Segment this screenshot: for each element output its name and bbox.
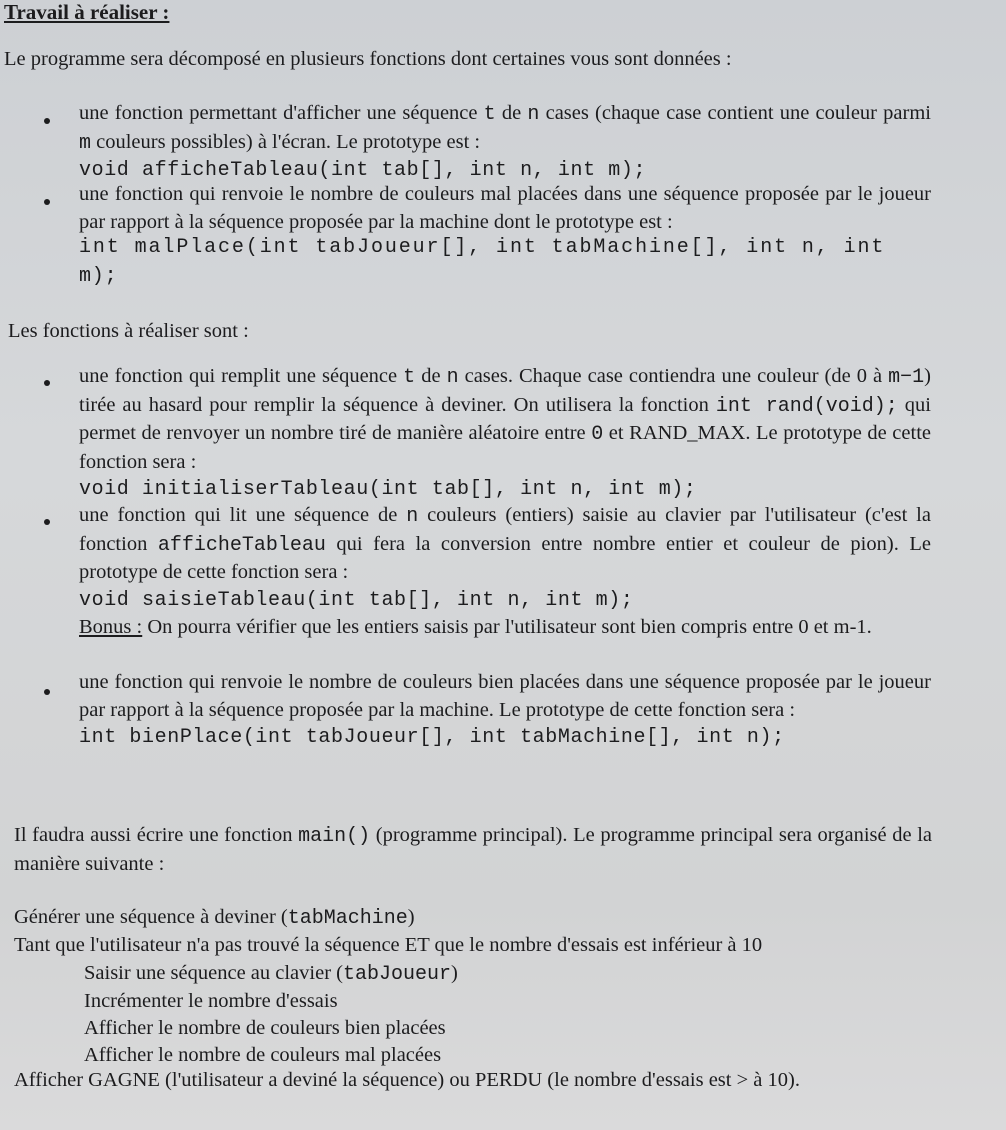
prototype-code: void afficheTableau(int tab[], int n, int m);	[79, 159, 647, 182]
bonus-label: Bonus :	[79, 616, 143, 638]
algo-step-show-bad: Afficher le nombre de couleurs mal placées	[84, 1044, 442, 1066]
prototype-code: int malPlace(int tabJoueur[], int tabMachine[], int n, int	[79, 236, 886, 259]
bullet-marker	[44, 199, 50, 205]
algo-loop-condition: Tant que l'utilisateur n'a pas trouvé la séquence ET que le nombre d'essais est inférieur à 10	[14, 934, 763, 956]
prototype-code: void initialiserTableau(int tab[], int n, int m);	[79, 478, 697, 501]
algo-step-show-good: Afficher le nombre de couleurs bien placées	[84, 1017, 446, 1039]
prototype-code: int bienPlace(int tabJoueur[], int tabMachine[], int n);	[79, 726, 785, 749]
main-description: Il faudra aussi écrire une fonction main() (programme principal). Le programme principal sera organisé de la manière suivante :	[14, 824, 932, 875]
section-title: Travail à réaliser :	[4, 0, 170, 24]
todo-heading: Les fonctions à réaliser sont :	[8, 320, 249, 342]
algo-step-generate: Générer une séquence à deviner (tabMachine)	[14, 906, 415, 930]
intro-paragraph: Le programme sera décomposé en plusieurs fonctions dont certaines vous sont données :	[4, 48, 732, 70]
bullet-marker	[44, 380, 50, 386]
prototype-code: m);	[79, 265, 118, 288]
given-function-malplace: une fonction qui renvoie le nombre de couleurs mal placées dans une séquence proposée par le joueur par rapport à la séquence proposée par la machine dont le prototype est :	[79, 183, 931, 233]
algo-step-input: Saisir une séquence au clavier (tabJoueur)	[84, 962, 458, 986]
todo-function-saisie: une fonction qui lit une séquence de n couleurs (entiers) saisie au clavier par l'utilisateur (c'est la fonction afficheTableau qui fera la conversion entre nombre entier et couleur de pion). Le prototype de cette fonction sera : void saisieTableau(int tab[], int n, int m); Bonus : On pourra vérifier que les entiers saisis par l'utilisateur sont bien compris entre 0 et m-1.	[79, 504, 931, 638]
algo-step-increment: Incrémenter le nombre d'essais	[84, 990, 338, 1012]
bullet-marker	[44, 519, 50, 525]
algo-final-result: Afficher GAGNE (l'utilisateur a deviné la séquence) ou PERDU (le nombre d'essais est > à 10).	[14, 1069, 800, 1091]
bullet-marker	[44, 689, 50, 695]
given-function-affiche: une fonction permettant d'afficher une séquence t de n cases (chaque case contient une couleur parmi m couleurs possibles) à l'écran. Le prototype est : void afficheTableau(int tab[], int n, int m);	[79, 100, 931, 185]
prototype-code: void saisieTableau(int tab[], int n, int m);	[79, 588, 634, 612]
bullet-marker	[44, 118, 50, 124]
todo-function-initialiser: une fonction qui remplit une séquence t de n cases. Chaque case contiendra une couleur (de 0 à m−1) tirée au hasard pour remplir la séquence à deviner. On utilisera la fonction int rand(void); qui permet de renvoyer un nombre tiré de manière aléatoire entre 0 et RAND_MAX. Le prototype de cette fonction sera : void initialiserTableau(int tab[], int n, int m);	[79, 363, 931, 504]
todo-function-bienplace: une fonction qui renvoie le nombre de couleurs bien placées dans une séquence proposée par le joueur par rapport à la séquence proposée par la machine. Le prototype de cette fonction sera : int bienPlace(int tabJoueur[], int tabMachine[], int n);	[79, 669, 931, 752]
